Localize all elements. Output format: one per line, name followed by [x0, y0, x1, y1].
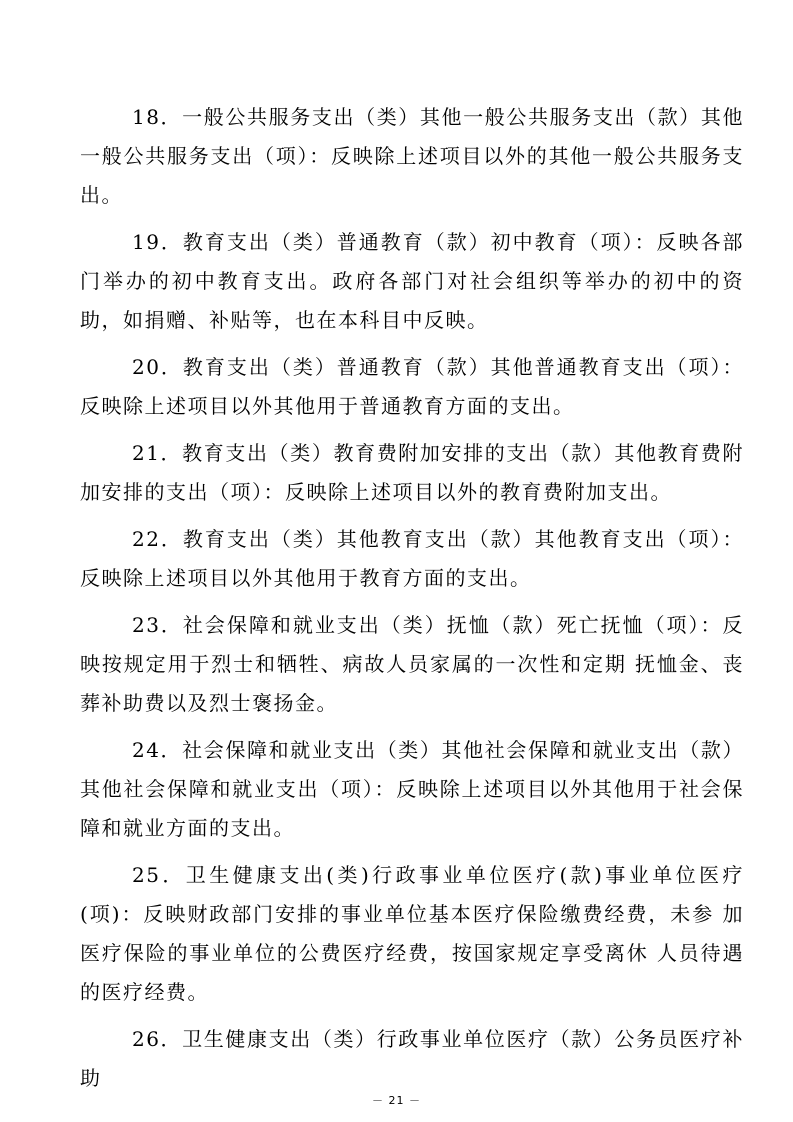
- paragraph-24: 24．社会保障和就业支出（类）其他社会保障和就业支出（款）其他社会保障和就业支出（项）：反映除上述项目以外其他用于社会保障和就业方面的支出。: [80, 738, 744, 840]
- paragraph-20: 20．教育支出（类）普通教育（款）其他普通教育支出（项）：反映除上述项目以外其他用于普通教育方面的支出。: [80, 355, 744, 418]
- document-body: [80, 98, 744, 1106]
- paragraph-26: 26．卫生健康支出（类）行政事业单位医疗（款）公务员医疗补助: [80, 1027, 744, 1090]
- paragraph-19: 19．教育支出（类）普通教育（款）初中教育（项）：反映各部门举办的初中教育支出。政府各部门对社会组织等举办的初中的资助，如捐赠、补贴等，也在本科目中反映。: [80, 230, 744, 332]
- page-number: － 21 －: [372, 1094, 421, 1107]
- paragraph-25: 25．卫生健康支出(类)行政事业单位医疗(款)事业单位医疗(项)：反映财政部门安排的事业单位基本医疗保险缴费经费，未参 加医疗保险的事业单位的公费医疗经费，按国家规定享受离休 人员待遇的医疗经费。: [80, 863, 744, 1004]
- paragraph-21: 21．教育支出（类）教育费附加安排的支出（款）其他教育费附加安排的支出（项）：反映除上述项目以外的教育费附加支出。: [80, 441, 744, 504]
- paragraph-22: 22．教育支出（类）其他教育支出（款）其他教育支出（项）：反映除上述项目以外其他用于教育方面的支出。: [80, 527, 744, 590]
- paragraph-23: 23．社会保障和就业支出（类）抚恤（款）死亡抚恤（项）：反映按规定用于烈士和牺牲、病故人员家属的一次性和定期 抚恤金、丧葬补助费以及烈士褒扬金。: [80, 613, 744, 715]
- paragraph-18: 18．一般公共服务支出（类）其他一般公共服务支出（款）其他一般公共服务支出（项）：反映除上述项目以外的其他一般公共服务支出。: [80, 105, 744, 207]
